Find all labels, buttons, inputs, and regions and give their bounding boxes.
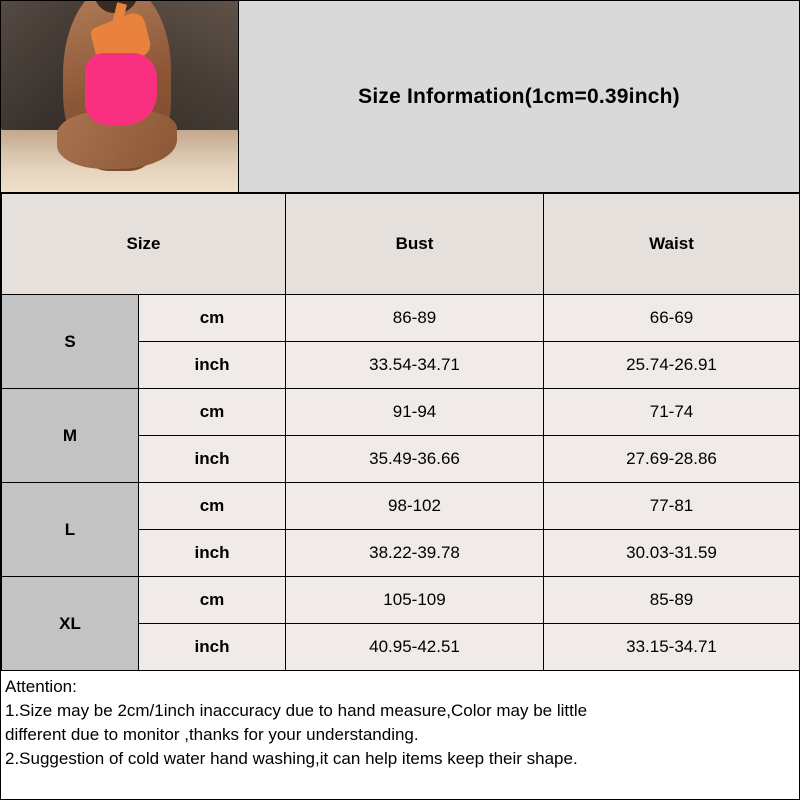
page-title: Size Information(1cm=0.39inch)	[358, 84, 680, 108]
product-photo	[1, 1, 239, 192]
attention-line-2: 2.Suggestion of cold water hand washing,it can help items keep their shape.	[5, 749, 578, 769]
swimsuit-pink-panel	[85, 53, 157, 125]
table-row	[2, 389, 800, 436]
title-cell	[239, 1, 799, 192]
table-header	[2, 194, 800, 295]
bust-value: 105-109	[286, 577, 544, 624]
attention-block	[1, 671, 799, 799]
bust-value: 38.22-39.78	[286, 530, 544, 577]
unit-label: cm	[139, 389, 286, 436]
waist-value: 66-69	[544, 295, 800, 342]
waist-value: 33.15-34.71	[544, 624, 800, 671]
waist-value: 71-74	[544, 389, 800, 436]
attention-line-1b: different due to monitor ,thanks for your understanding.	[5, 725, 419, 745]
unit-label: inch	[139, 624, 286, 671]
unit-label: inch	[139, 436, 286, 483]
size-label: S	[2, 295, 139, 389]
bust-value: 33.54-34.71	[286, 342, 544, 389]
table-row	[2, 577, 800, 624]
column-header-size: Size	[2, 194, 286, 295]
attention-line-1a: 1.Size may be 2cm/1inch inaccuracy due to hand measure,Color may be little	[5, 701, 588, 721]
table-header-row	[2, 194, 800, 295]
unit-label: cm	[139, 577, 286, 624]
bust-value: 91-94	[286, 389, 544, 436]
waist-value: 27.69-28.86	[544, 436, 800, 483]
waist-value: 25.74-26.91	[544, 342, 800, 389]
bust-value: 98-102	[286, 483, 544, 530]
table-body	[2, 295, 800, 671]
table-row	[2, 483, 800, 530]
table-row	[2, 295, 800, 342]
column-header-waist: Waist	[544, 194, 800, 295]
waist-value: 85-89	[544, 577, 800, 624]
unit-label: inch	[139, 530, 286, 577]
unit-label: cm	[139, 295, 286, 342]
header-row	[1, 1, 799, 193]
bust-value: 35.49-36.66	[286, 436, 544, 483]
size-table	[1, 193, 800, 671]
size-label: M	[2, 389, 139, 483]
size-label: L	[2, 483, 139, 577]
unit-label: inch	[139, 342, 286, 389]
photo-scene	[1, 1, 238, 192]
bust-value: 40.95-42.51	[286, 624, 544, 671]
attention-title: Attention:	[5, 677, 77, 696]
size-label: XL	[2, 577, 139, 671]
bust-value: 86-89	[286, 295, 544, 342]
waist-value: 77-81	[544, 483, 800, 530]
waist-value: 30.03-31.59	[544, 530, 800, 577]
column-header-bust: Bust	[286, 194, 544, 295]
unit-label: cm	[139, 483, 286, 530]
